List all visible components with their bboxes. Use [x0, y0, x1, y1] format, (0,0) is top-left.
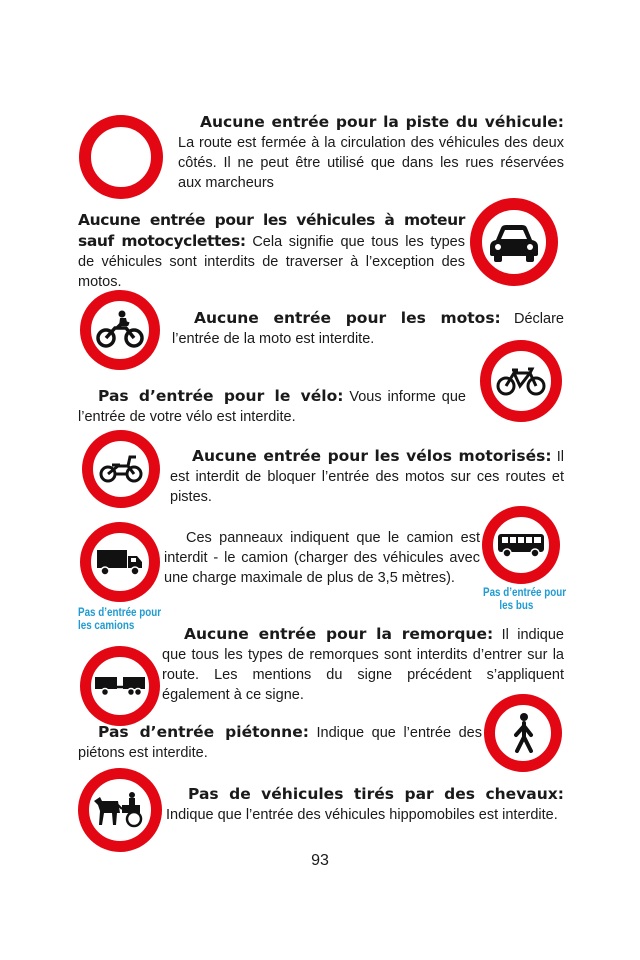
- horse-cart-icon: [92, 791, 148, 829]
- entry-body-3: Déclare l’entrée de la moto est interdite.: [172, 311, 564, 347]
- entry-title-9: Pas de véhicules tirés par des chevaux:: [188, 785, 564, 803]
- entry-text-1: [178, 112, 564, 193]
- no-buses-sign: [482, 506, 560, 584]
- truck-icon: [95, 547, 145, 577]
- bicycle-icon: [496, 365, 546, 397]
- no-trucks-sign: [80, 522, 160, 602]
- entry-body-2: Cela signifie que tous les types de véhicules sont interdits de traverser à l’exception des motos.: [78, 234, 465, 290]
- pedestrian-icon: [510, 713, 536, 753]
- entry-title-5: Aucune entrée pour les vélos motorisés:: [192, 447, 552, 465]
- entry-text-8: [78, 722, 482, 763]
- entry-title-8: Pas d’entrée piétonne:: [98, 723, 309, 741]
- moped-icon: [98, 454, 144, 484]
- entry-title-4: Pas d’entrée pour le vélo:: [98, 387, 344, 405]
- caption-bus: [483, 586, 566, 612]
- trailer-icon: [93, 673, 147, 699]
- no-mopeds-sign: [82, 430, 160, 508]
- page-number: 93: [311, 852, 329, 869]
- entry-body-4: Vous informe que l’entrée de votre vélo est interdite.: [78, 389, 466, 425]
- no-bicycles-sign: [480, 340, 562, 422]
- entry-title-1: Aucune entrée pour la piste du véhicule:: [200, 113, 564, 131]
- entry-title-7: Aucune entrée pour la remorque:: [184, 625, 494, 643]
- caption-trucks-line-1: Pas d’entrée pour: [78, 605, 162, 619]
- caption-trucks: [78, 606, 161, 632]
- no-trailers-sign: [80, 646, 160, 726]
- no-motorcycles-sign: [80, 290, 160, 370]
- entry-title-2: Aucune entrée pour les véhicules à moteur sauf motocyclettes:: [78, 211, 465, 250]
- caption-trucks-line-2: les camions: [78, 618, 135, 632]
- no-pedestrians-sign: [484, 694, 562, 772]
- motorcycle-icon: [95, 310, 145, 350]
- entry-text-4: [78, 386, 466, 427]
- entry-text-7: [162, 624, 564, 705]
- entry-body-5: Il est interdit de bloquer l’entrée des motos sur ces routes et pistes.: [170, 449, 564, 505]
- no-horse-drawn-vehicles-sign: [78, 768, 162, 852]
- caption-bus-line-2: les bus: [499, 598, 534, 612]
- entry-body-8: Indique que l’entrée des piétons est interdite.: [78, 725, 482, 761]
- entry-body-1: La route est fermée à la circulation des véhicules des deux côtés. Il ne peut être utilisé que dans les rues réservées aux marcheurs: [178, 135, 564, 191]
- no-entry-vehicles-sign: [79, 115, 163, 199]
- entry-body-6: Ces panneaux indiquent que le camion est interdit - le camion (charger des véhicules avec une charge maximale de plus de 3,5 mètres).: [164, 530, 480, 586]
- entry-body-9: Indique que l’entrée des véhicules hippomobiles est interdite.: [166, 807, 558, 823]
- entry-text-6: [164, 528, 480, 588]
- caption-bus-line-1: Pas d’entrée pour: [483, 585, 567, 599]
- car-icon: [486, 220, 542, 264]
- entry-body-7: Il indique que tous les types de remorques sont interdits d’entrer sur la route. Les mentions du signe précédent s’appliquent également à ce signe.: [162, 627, 564, 703]
- entry-text-5: [170, 446, 564, 507]
- no-motor-vehicles-sign: [470, 198, 558, 286]
- entry-text-2: [78, 210, 465, 292]
- entry-text-9: [166, 784, 564, 825]
- bus-icon: [496, 531, 546, 559]
- entry-title-3: Aucune entrée pour les motos:: [194, 309, 501, 327]
